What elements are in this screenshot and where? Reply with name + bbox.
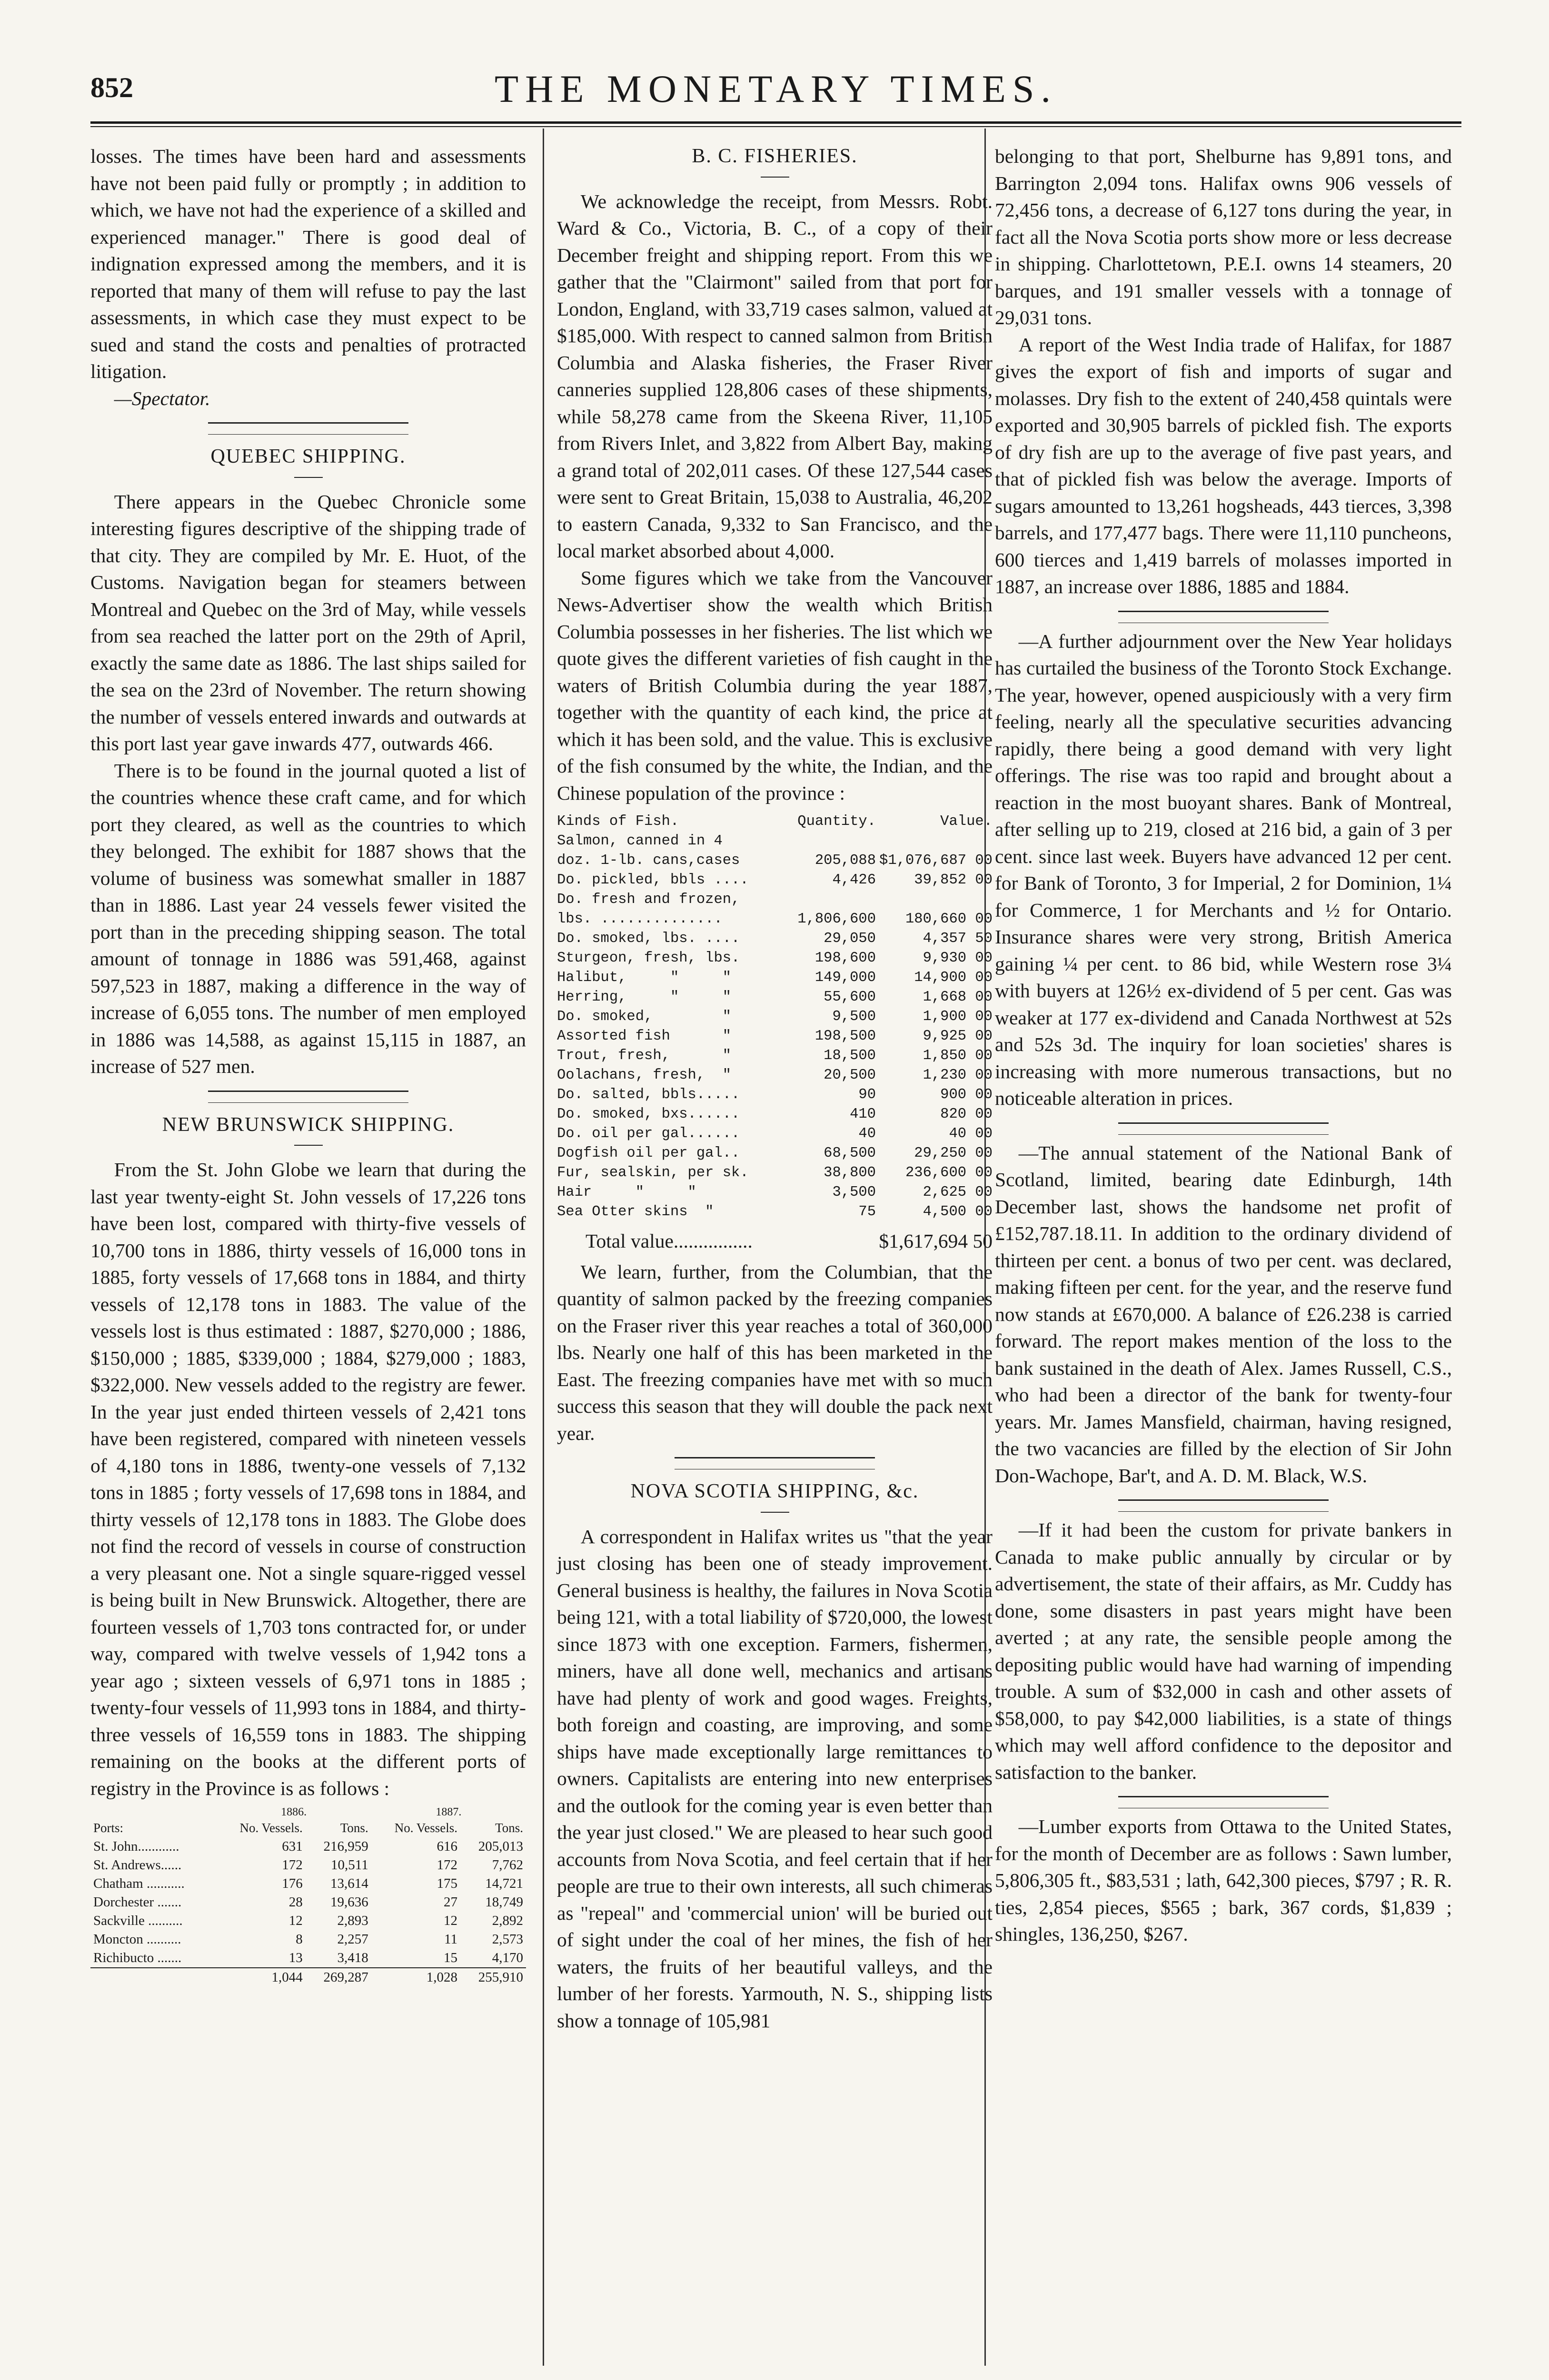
- table-row: [557, 890, 993, 910]
- cell: 236,600 00: [905, 1165, 993, 1181]
- section-ornament: [1118, 611, 1329, 623]
- cell: 75: [858, 1204, 876, 1220]
- cell: lbs. ..............: [557, 911, 723, 927]
- port-name: St. John............: [93, 1839, 179, 1854]
- year-header: 1886.: [281, 1806, 307, 1818]
- table-row: [90, 1893, 526, 1912]
- table-row: [557, 851, 993, 871]
- table-row: [557, 968, 993, 988]
- cell: $1,076,687 00: [879, 853, 993, 869]
- table-row: [557, 1027, 993, 1046]
- port-name: Moncton ..........: [93, 1932, 181, 1947]
- article-paragraph: A correspondent in Halifax writes us "that the year just closing has been one of steady improvement. General business is healthy, the failures in Nova Scotia being 121, with a total liability of $720,000, the lowest since 1873 with one exception. Farmers, fishermen, miners, have all done well, mechanics and artisans have had plenty of work and good wages. Freights, both foreign and coasting, are improving, and some ships have made exceptionally large remittances to owners. Capitalists are entering into new enterprises and the outlook for the coming year is even better than the year just closed." We are pleased to hear such good accounts from Nova Scotia, and feel certain that if her people are true to their own interests, all such chimeras as "repeal" and 'commercial union' will be buried out of sight under the coal of her mines, the fish of her waters, the fruits of her beautiful valleys, and the lumber of her forests. Yarmouth, N. S., shipping lists show a tonnage of 105,981: [557, 1525, 993, 2032]
- cell: 2,893: [337, 1913, 368, 1928]
- cell: 90: [858, 1087, 876, 1103]
- cell: 1,850 00: [923, 1048, 993, 1064]
- cell: 1,806,600: [797, 911, 876, 927]
- article-paragraph: There is to be found in the journal quoted a list of the countries whence these craft came, and for which port they cleared, as well as the countries to which they belonged. The exhibit for 1887 shows that the volume of business was somewhat smaller in 1887 than in 1886. Last year 24 vessels fewer visited the port than in the preceding shipping season. The total amount of tonnage in 1886 was 591,468, against 597,523 in 1887, making a difference in the way of increase of 6,055 tons. The number of men employed in 1886 was 14,588, as against 15,115 in 1887, an increase of 527 men.: [90, 759, 526, 1077]
- cell: [876, 832, 993, 851]
- cell: Do. fresh and frozen,: [557, 892, 740, 908]
- cell: 172: [437, 1857, 457, 1873]
- header-rule-thin: [90, 126, 1461, 127]
- cell: 4,170: [492, 1950, 523, 1965]
- article-paragraph: —The annual statement of the National Bank of Scotland, limited, bearing date Edinburgh, 14th December last, shows the handsome net profit of £152,787.18.11. In addition to the ordinary dividend of thirteen per cent. a bonus of two per cent. was declared, making fifteen per cent. for the year, and the reserve fund now stands at £670,000. A balance of £26.238 is carried forward. The report makes mention of the loss to the bank sustained in the death of Alex. James Russell, C.S., who had been a director of the bank for twenty-four years. Mr. James Mansfield, chairman, having resigned, the two vacancies are filled by the election of Sir John Don-Wachope, Bar't, and A. D. M. Black, W.S.: [995, 1141, 1452, 1487]
- table-row: [557, 832, 993, 851]
- cell: Sea Otter skins ": [557, 1204, 714, 1220]
- port-name: Chatham ...........: [93, 1876, 185, 1891]
- cell: 28: [288, 1894, 303, 1910]
- section-heading: NOVA SCOTIA SHIPPING, &c.: [630, 1480, 919, 1502]
- table-row: [557, 910, 993, 929]
- cell: 198,600: [814, 950, 876, 966]
- article-paragraph: We acknowledge the receipt, from Messrs. Robt. Ward & Co., Victoria, B. C., of a copy of their December freight and shipping report. From this we gather that the "Clairmont" sailed from that port for London, England, with 33,719 cases salmon, valued at $185,000. With respect to canned salmon from British Columbia and Alaska fisheries, the Fraser River canneries supplied 128,806 cases of these shipments, while 58,278 came from the Skeena River, 11,105 from Rivers Inlet, and 3,822 from Albert Bay, making a grand total of 202,011 cases. Of these 127,544 cases were sent to Great Britain, 15,038 to Australia, 46,202 to eastern Canada, 9,332 to San Francisco, and the local market absorbed about 4,000.: [557, 190, 993, 562]
- table-row: [90, 1837, 526, 1856]
- table-row: [557, 1183, 993, 1202]
- cell: Fur, sealskin, per sk.: [557, 1165, 749, 1181]
- shipping-registry-table: [90, 1805, 526, 1987]
- page-header: [90, 67, 1461, 119]
- cell: 269,287: [306, 1968, 371, 1987]
- table-row: [557, 1163, 993, 1183]
- table-total-row: [90, 1968, 526, 1987]
- heading-rule: [294, 477, 323, 478]
- cell: Do. smoked, bxs......: [557, 1106, 740, 1122]
- cell: 13: [288, 1950, 303, 1965]
- cell: 198,500: [814, 1028, 876, 1044]
- cell: Oolachans, fresh, ": [557, 1067, 732, 1083]
- table-row: [557, 1124, 993, 1144]
- section-heading: B. C. FISHERIES.: [692, 145, 858, 167]
- cell: 205,013: [478, 1839, 523, 1854]
- table-row: [557, 1007, 993, 1027]
- cell: 255,910: [460, 1968, 526, 1987]
- cell: 14,900 00: [914, 970, 993, 986]
- cell: 11: [444, 1932, 457, 1947]
- cell: 2,892: [492, 1913, 523, 1928]
- page-number: 852: [90, 72, 133, 103]
- section-ornament: [675, 1457, 875, 1469]
- header-rule: [90, 121, 1461, 124]
- cell: 3,418: [337, 1950, 368, 1965]
- table-row: [557, 1046, 993, 1066]
- column-divider: [543, 129, 544, 2366]
- column-3: [995, 143, 1452, 1948]
- column-header: Ports:: [93, 1821, 124, 1835]
- cell: 10,511: [331, 1857, 368, 1873]
- table-row: [90, 1949, 526, 1968]
- fish-table: [557, 812, 993, 1222]
- cell: Salmon, canned in 4: [557, 833, 723, 849]
- cell: Halibut, " ": [557, 970, 732, 986]
- table-row: [557, 1202, 993, 1222]
- cell: 27: [444, 1894, 457, 1910]
- cell: 172: [282, 1857, 303, 1873]
- cell: 410: [850, 1106, 876, 1122]
- table-row: [557, 1144, 993, 1163]
- cell: Do. oil per gal......: [557, 1126, 740, 1142]
- table-row: [90, 1912, 526, 1930]
- column-header: Value.: [940, 813, 993, 830]
- table-row: [557, 1105, 993, 1124]
- cell: 18,749: [485, 1894, 523, 1910]
- cell: 616: [437, 1839, 457, 1854]
- table-row: [557, 871, 993, 890]
- fish-total-row: [557, 1228, 993, 1255]
- cell: [876, 890, 993, 910]
- cell: 18,500: [824, 1048, 876, 1064]
- article-paragraph: —Lumber exports from Ottawa to the United States, for the month of December are as follows : Sawn lumber, 5,806,305 ft., $83,531 ; lath, 642,300 pieces, $797 ; R. R. ties, 2,854 pieces, $565 ; bark, 367 cords, $1,839 ; shingles, 136,250, $267.: [995, 1815, 1452, 1945]
- article-paragraph: belonging to that port, Shelburne has 9,891 tons, and Barrington 2,094 tons. Halifax owns 906 vessels of 72,456 tons, a decrease of 6,127 tons during the year, in fact all the Nova Scotia ports show more or less decrease in shipping. Charlottetown, P.E.I. owns 14 steamers, 20 barques, and 191 smaller vessels with a tonnage of 29,031 tons.: [995, 145, 1452, 328]
- cell: 12: [288, 1913, 303, 1928]
- cell: Trout, fresh, ": [557, 1048, 732, 1064]
- cell: 631: [282, 1839, 303, 1854]
- cell: 55,600: [824, 989, 876, 1005]
- port-name: Sackville ..........: [93, 1913, 183, 1928]
- cell: 40 00: [949, 1126, 993, 1142]
- table-row: [90, 1874, 526, 1893]
- cell: [90, 1968, 216, 1987]
- column-header: No. Vessels.: [394, 1821, 457, 1835]
- cell: Assorted fish ": [557, 1028, 732, 1044]
- cell: 1,900 00: [923, 1009, 993, 1025]
- section-ornament: [208, 422, 408, 435]
- column-header: Quantity.: [797, 813, 876, 830]
- article-source: —Spectator.: [114, 387, 210, 409]
- article-paragraph: From the St. John Globe we learn that during the last year twenty-eight St. John vessels of 17,226 tons have been lost, compared with thirty-five vessels of 10,700 tons in 1886, thirty vessels of 16,000 tons in 1885, forty vessels of 17,668 tons in 1884, and thirty vessels of 12,178 tons in 1883. The value of the vessels lost is thus estimated : 1887, $270,000 ; 1886, $150,000 ; 1885, $339,000 ; 1884, $279,000 ; 1883, $322,000. New vessels added to the registry are fewer. In the year just ended thirteen vessels of 2,421 tons have been registered, compared with nineteen vessels of 4,180 tons in 1886, twenty-one vessels of 7,132 tons in 1885 ; forty vessels of 17,698 tons in 1884, and thirty vessels of 12,178 tons in 1883. The Globe does not find the record of vessels in course of construction a very pleasant one. Not a single square-rigged vessel is being built in New Brunswick. Altogether, there are fourteen vessels of 1,703 tons contracted for, or under way, compared with twelve vessels of 1,942 tons a year ago ; sixteen vessels of 6,971 tons in 1885 ; twenty-four vessels of 11,993 tons in 1884, and thirty-three vessels of 16,559 tons in 1883. The shipping remaining on the books at the different ports of registry in the Province is as follows :: [90, 1159, 526, 1799]
- cell: 216,959: [323, 1839, 368, 1854]
- column-1: [90, 143, 526, 1987]
- cell: 38,800: [824, 1165, 876, 1181]
- cell: 1,668 00: [923, 989, 993, 1005]
- cell: 15: [444, 1950, 457, 1965]
- table-header: [557, 812, 993, 832]
- cell: 8: [296, 1932, 303, 1947]
- cell: Dogfish oil per gal..: [557, 1145, 740, 1161]
- cell: 20,500: [824, 1067, 876, 1083]
- cell: 3,500: [832, 1184, 876, 1200]
- cell: 4,500 00: [923, 1204, 993, 1220]
- total-value: $1,617,694 50: [879, 1230, 993, 1252]
- table-row: [557, 949, 993, 968]
- cell: 2,257: [337, 1932, 368, 1947]
- article-paragraph: —If it had been the custom for private bankers in Canada to make public annually by circular or by advertisement, the state of their affairs, as Mr. Cuddy has done, some disasters in past years might have been averted ; at any rate, the sensible people among the depositing public would have had warning of impending trouble. A sum of $32,000 in cash and other assets of $58,000, to pay $42,000 liabilities, is a state of things which may well afford confidence to the depositor and satisfaction to the banker.: [995, 1519, 1452, 1783]
- table-row: [557, 929, 993, 949]
- cell: 205,088: [814, 853, 876, 869]
- article-paragraph: There appears in the Quebec Chronicle some interesting figures descriptive of the shipping trade of that city. They are compiled by Mr. E. Huot, of the Customs. Navigation began for steamers between Montreal and Quebec on the 3rd of May, while vessels from sea reached the latter port on the 29th of April, exactly the same date as 1886. The last ships sailed for the sea on the 23rd of November. The return showing the number of vessels entered inwards and outwards at this port last year gave inwards 477, outwards 466.: [90, 490, 526, 754]
- cell: 2,573: [492, 1932, 523, 1947]
- cell: 4,426: [832, 872, 876, 888]
- port-name: Dorchester .......: [93, 1894, 182, 1910]
- cell: Do. salted, bbls.....: [557, 1087, 740, 1103]
- section-ornament: [1118, 1499, 1329, 1512]
- cell: 175: [437, 1876, 457, 1891]
- cell: Do. smoked, ": [557, 1009, 732, 1025]
- cell: 13,614: [330, 1876, 368, 1891]
- cell: 900 00: [940, 1087, 993, 1103]
- cell: 14,721: [485, 1876, 523, 1891]
- column-header: Tons.: [495, 1821, 523, 1835]
- table-row: [90, 1930, 526, 1949]
- port-name: St. Andrews......: [93, 1857, 182, 1873]
- article-paragraph: losses. The times have been hard and assessments have not been paid fully or promptly ; in addition to which, we have not had the experience of a skilled and experienced manager." There is good deal of indignation expressed among the members, and it is reported that many of them will refuse to pay the last assessments, in which case they must expect to be sued and stand the costs and penalties of protracted litigation.: [90, 145, 526, 382]
- cell: 1,230 00: [923, 1067, 993, 1083]
- cell: 180,660 00: [905, 911, 993, 927]
- cell: 1,028: [371, 1968, 460, 1987]
- section-heading: NEW BRUNSWICK SHIPPING.: [162, 1113, 455, 1136]
- cell: 29,050: [824, 931, 876, 947]
- cell: 9,500: [832, 1009, 876, 1025]
- cell: 176: [282, 1876, 303, 1891]
- cell: [781, 890, 876, 910]
- cell: 29,250 00: [914, 1145, 993, 1161]
- cell: 68,500: [824, 1145, 876, 1161]
- cell: 7,762: [492, 1857, 523, 1873]
- masthead-title: THE MONETARY TIMES.: [495, 67, 1057, 110]
- cell: 820 00: [940, 1106, 993, 1122]
- year-header: 1887.: [436, 1806, 462, 1818]
- heading-rule: [761, 177, 789, 178]
- cell: Sturgeon, fresh, lbs.: [557, 950, 740, 966]
- column-header: No. Vessels.: [239, 1821, 303, 1835]
- cell: 149,000: [814, 970, 876, 986]
- table-row: [557, 1066, 993, 1085]
- column-2: [557, 143, 993, 2034]
- cell: 9,925 00: [923, 1028, 993, 1044]
- column-header: Kinds of Fish.: [557, 813, 679, 830]
- cell: Do. pickled, bbls ....: [557, 872, 749, 888]
- cell: Do. smoked, lbs. ....: [557, 931, 740, 947]
- cell: Herring, " ": [557, 989, 732, 1005]
- cell: 19,636: [330, 1894, 368, 1910]
- cell: Hair " ": [557, 1184, 696, 1200]
- table-row: [557, 1085, 993, 1105]
- article-paragraph: A report of the West India trade of Halifax, for 1887 gives the export of fish and imports of sugar and molasses. Dry fish to the extent of 240,458 quintals were exported and 30,905 barrels of pickled fish. The exports of dry fish are up to the average of five past years, and that of pickled fish was below the average. Imports of sugars amounted to 13,261 hogsheads, 443 tierces, 3,398 barrels, and 177,477 bags. There were 11,110 puncheons, 600 tierces and 1,419 barrels of molasses imported in 1887, an increase over 1886, 1885 and 1884.: [995, 333, 1452, 597]
- cell: 1,044: [216, 1968, 305, 1987]
- cell: doz. 1-lb. cans,cases: [557, 853, 740, 869]
- cell: 4,357 50: [923, 931, 993, 947]
- article-paragraph: Some figures which we take from the Vancouver News-Advertiser show the wealth which British Columbia possesses in her fisheries. The list which we quote gives the different varieties of fish caught in the waters of British Columbia during the year 1887, together with the quantity of each kind, the price at which it has been sold, and the value. This is exclusive of the fish consumed by the white, the Indian, and the Chinese population of the province :: [557, 566, 993, 804]
- section-heading: QUEBEC SHIPPING.: [210, 446, 406, 467]
- section-ornament: [208, 1091, 408, 1103]
- cell: 39,852 00: [914, 872, 993, 888]
- cell: 40: [858, 1126, 876, 1142]
- total-label: Total value................: [586, 1230, 753, 1252]
- port-name: Richibucto .......: [93, 1950, 182, 1965]
- cell: [781, 832, 876, 851]
- cell: 12: [444, 1913, 457, 1928]
- table-row: [90, 1856, 526, 1874]
- table-row: [557, 988, 993, 1007]
- article-paragraph: —A further adjournment over the New Year holidays has curtailed the business of the Toronto Stock Exchange. The year, however, opened auspiciously with a very firm feeling, nearly all the speculative securities advancing rapidly, there being a good demand with very light offerings. The rise was too rapid and brought about a reaction in the most buoyant shares. Bank of Montreal, after selling up to 219, closed at 216 bid, a gain of 3 per cent. since last week. Buyers have advanced 12 per cent. for Bank of Toronto, 3 for Imperial, 2 for Dominion, 1¼ for Commerce, 1 for Merchants and ½ for Ontario. Insurance shares were very strong, British America gaining ¼ per cent. to 86 bid, while Western rose 3¼ with buyers at 126½ ex-dividend of 5 per cent. Gas was weaker at 177 ex-dividend and Canada Northwest at 52s and 52s 3d. The inquiry for loan societies' shares is increasing with more numerous transactions, but no noticeable alteration in prices.: [995, 630, 1452, 1109]
- heading-rule: [761, 1512, 789, 1513]
- article-paragraph: We learn, further, from the Columbian, that the quantity of salmon packed by the freezing companies on the Fraser river this year reaches a total of 360,000 lbs. Nearly one half of this has been marketed in the East. The freezing companies have met with so much success this season that they will double the pack next year.: [557, 1260, 993, 1444]
- heading-rule: [294, 1145, 323, 1146]
- column-header: Tons.: [340, 1821, 368, 1835]
- section-ornament: [1118, 1122, 1329, 1135]
- cell: 9,930 00: [923, 950, 993, 966]
- cell: 2,625 00: [923, 1184, 993, 1200]
- section-ornament: [1118, 1796, 1329, 1808]
